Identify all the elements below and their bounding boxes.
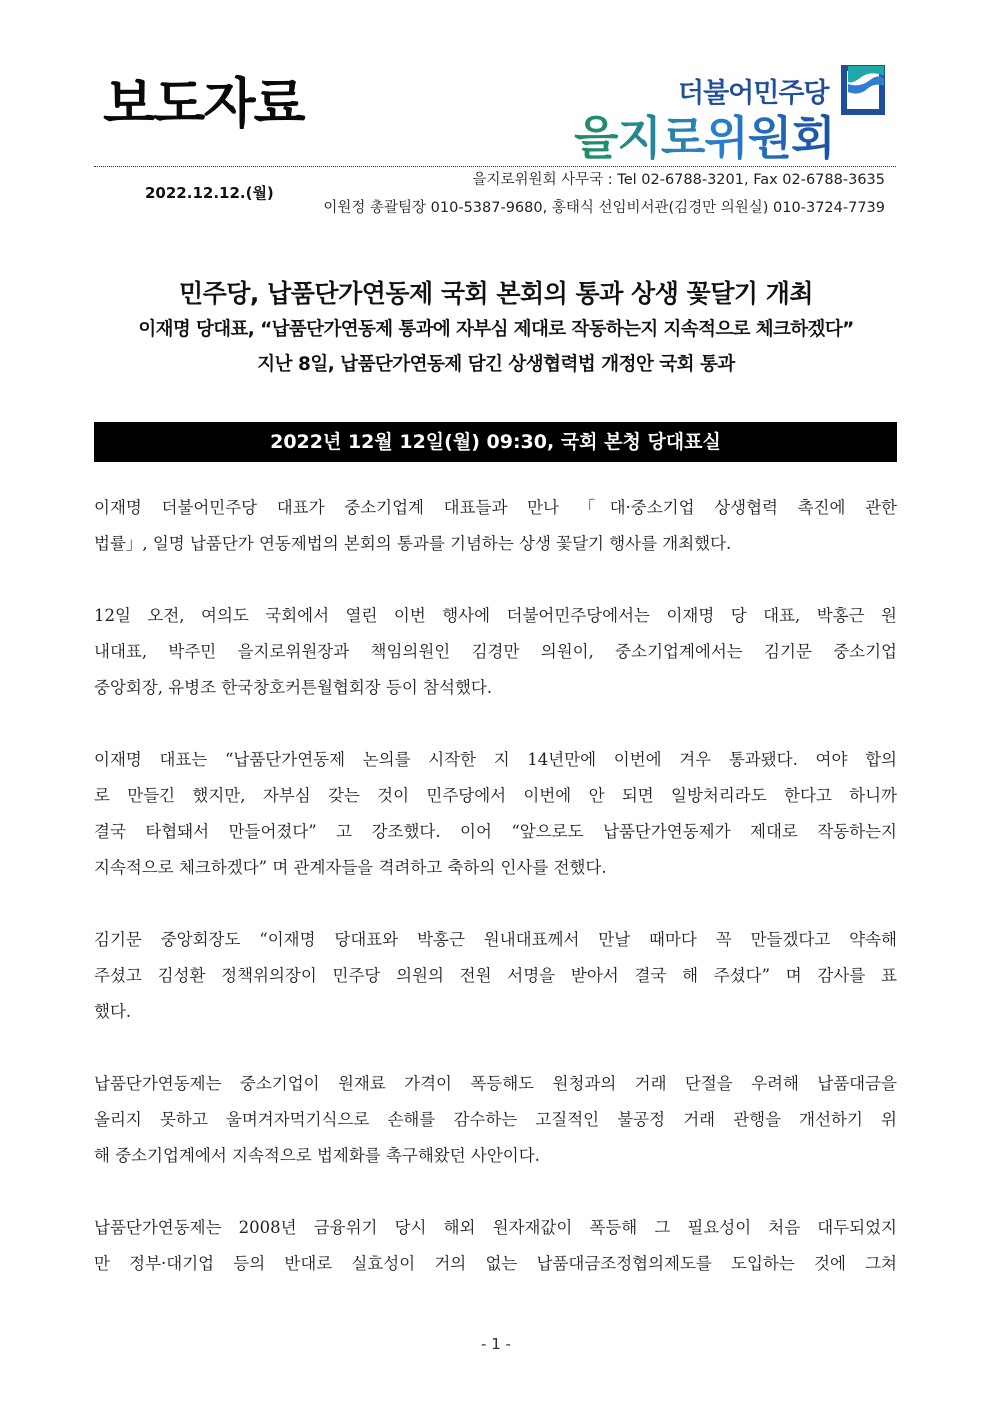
paragraph-line: 납품단가연동제는 중소기업이 원재료 가격이 폭등해도 원청과의 거래 단절을 우려해 납품대금을 [94, 1074, 897, 1093]
paragraph-line: 법률」, 일명 납품단가 연동제법의 본회의 통과를 기념하는 상생 꽃달기 행사를 개최했다. [94, 534, 732, 553]
subheadline-2: 지난 8일, 납품단가연동제 담긴 상생협력법 개정안 국회 통과 [257, 354, 735, 375]
header-divider [94, 166, 896, 167]
contact-persons: 이원정 총괄팀장 010-5387-9680, 홍태식 선임비서관(김경만 의원실) 010-3724-7739 [323, 200, 885, 216]
paragraph-line: 올리지 못하고 울며겨자먹기식으로 손해를 감수하는 고질적인 불공정 거래 관행을 개선하기 위 [94, 1110, 897, 1129]
subheadline-1: 이재명 당대표, “납품단가연동제 통과에 자부심 제대로 작동하는지 지속적으로 체크하겠다” [138, 319, 854, 340]
body-paragraph [94, 490, 897, 562]
logo-committee-name: 을지로위원회 [574, 111, 835, 165]
body-paragraph [94, 598, 897, 706]
paragraph-line: 했다. [94, 1002, 132, 1021]
page-number: - 1 - [481, 1335, 511, 1353]
paragraph-line: 납품단가연동제는 2008년 금융위기 당시 해외 원자재값이 폭등해 그 필요성이 처음 대두되었지 [94, 1218, 897, 1237]
headline: 민주당, 납품단가연동제 국회 본회의 통과 상생 꽃달기 개최 [178, 279, 814, 308]
paragraph-line: 김기문 중앙회장도 “이재명 당대표와 박홍근 원내대표께서 만날 때마다 꼭 만들겠다고 약속해 [94, 930, 897, 949]
body-paragraph [94, 1066, 897, 1174]
paragraph-line: 이재명 더불어민주당 대표가 중소기업계 대표들과 만나 「대·중소기업 상생협력 촉진에 관한 [94, 498, 897, 517]
paragraph-line: 결국 타협돼서 만들어졌다” 고 강조했다. 이어 “앞으로도 납품단가연동제가 제대로 작동하는지 [94, 822, 897, 841]
paragraph-line: 12일 오전, 여의도 국회에서 열린 이번 행사에 더불어민주당에서는 이재명 당 대표, 박홍근 원 [94, 606, 897, 625]
paragraph-line: 지속적으로 체크하겠다” 며 관계자들을 격려하고 축하의 인사를 전했다. [94, 858, 607, 877]
logo-party-name: 더불어민주당 [678, 78, 829, 109]
paragraph-line: 로 만들긴 했지만, 자부심 갖는 것이 민주당에서 이번에 안 되면 일방처리라도 한다고 하니까 [94, 786, 897, 805]
event-info-bar: 2022년 12월 12일(월) 09:30, 국회 본청 당대표실 [94, 422, 897, 462]
body-paragraph [94, 922, 897, 1030]
paragraph-line: 중앙회장, 유병조 한국창호커튼월협회장 등이 참석했다. [94, 678, 493, 697]
paragraph-line: 내대표, 박주민 을지로위원장과 책임의원인 김경만 의원이, 중소기업계에서는 김기문 중소기업 [94, 642, 897, 661]
paragraph-line: 만 정부·대기업 등의 반대로 실효성이 거의 없는 납품대금조정협의제도를 도입하는 것에 그쳐 [94, 1254, 897, 1273]
party-logo-icon [840, 64, 886, 116]
document-type-title: 보도자료 [103, 72, 304, 135]
paragraph-line: 해 중소기업계에서 지속적으로 법제화를 촉구해왔던 사안이다. [94, 1146, 540, 1165]
paragraph-line: 주셨고 김성환 정책위의장이 민주당 의원의 전원 서명을 받아서 결국 해 주셨다” 며 감사를 표 [94, 966, 897, 985]
contact-office: 을지로위원회 사무국 : Tel 02-6788-3201, Fax 02-6788-3635 [472, 172, 885, 188]
body-paragraph [94, 742, 897, 886]
release-date: 2022.12.12.(월) [145, 184, 274, 202]
paragraph-line: 이재명 대표는 “납품단가연동제 논의를 시작한 지 14년만에 이번에 겨우 통과됐다. 여야 합의 [94, 750, 897, 769]
body-paragraph [94, 1210, 897, 1282]
